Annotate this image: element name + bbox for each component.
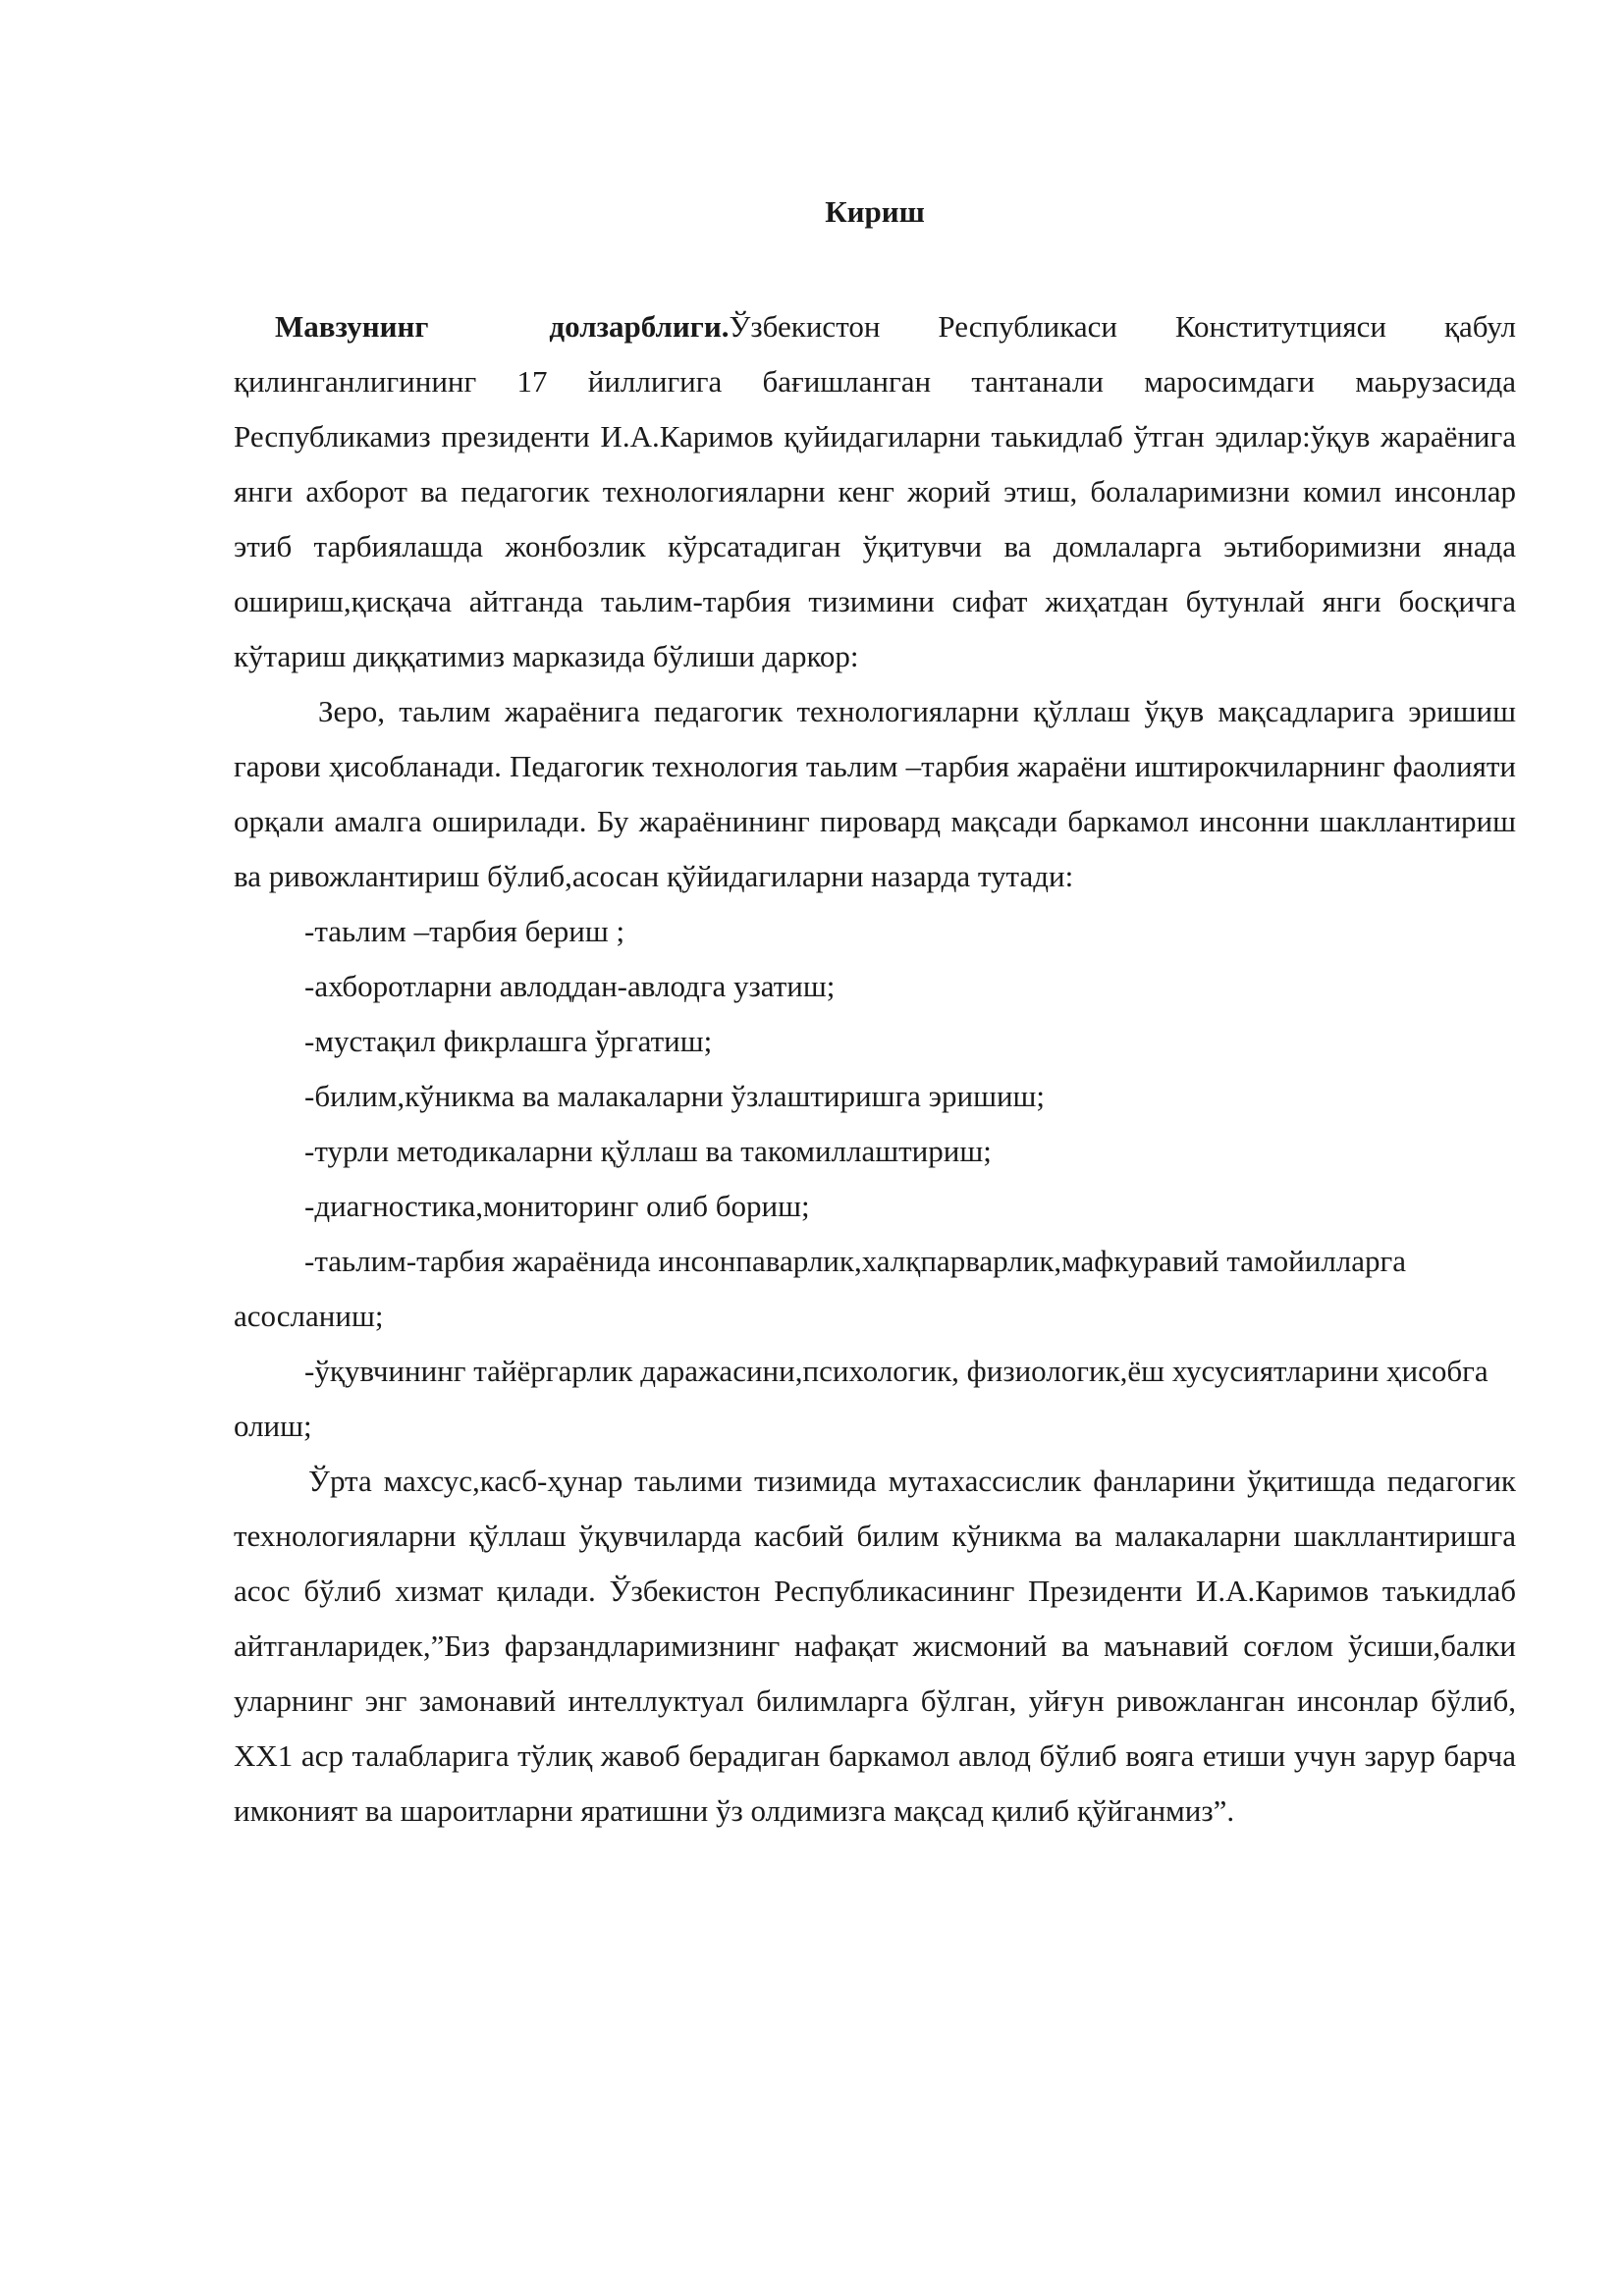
document-body [234,299,1516,1839]
document-title: Кириш [825,194,925,229]
list-item: -ахборотларни авлоддан-авлодга узатиш; [304,969,836,1003]
list-item: -билим,кўникма ва малакаларни ўзлаштиришга эришиш; [304,1079,1046,1113]
intro-text: Ўзбекистон Республикаси Конститутцияси қабул қилинганлигининг 17 йиллигига бағишланган тантанали маросимдаги маьрузасида Республикамиз президенти И.А.Каримов қуйидагиларни таькидлаб ўтган эдилар:ўқув жараёнига янги ахборот ва педагогик технологияларни кенг жорий этиш, болаларимизни комил инсонлар этиб тарбиялашда жонбозлик кўрсатадиган ўқитувчи ва домлаларга эьтиборимизни янада ошириш,қисқача айтганда таьлим-тарбия тизимини сифат жиҳатдан бутунлай янги босқичга кўтариш диққатимиз марказида бўлиши даркор: [234,309,1516,673]
list-item: -таьлим –тарбия бериш ; [304,914,625,948]
list-item: -турли методикаларни қўллаш ва такомиллаштириш; [304,1134,992,1168]
list-item: -мустақил фикрлашга ўргатиш; [304,1024,713,1058]
paragraph-2: Зеро, таьлим жараёнига педагогик технологияларни қўллаш ўқув мақсадларига эришиш гарови ҳисобланади. Педагогик технология таьлим –тарбия жараёни иштирокчиларнинг фаолияти орқали амалга оширилади. Бу жараёнининг пировард мақсади баркамол инсонни шакллантириш ва ривожлантириш бўлиб,асосан қўйидагиларни назарда тутади: [234,694,1516,893]
paragraph-3: Ўрта махсус,касб-ҳунар таьлими тизимида мутахассислик фанларини ўқитишда педагогик технологияларни қўллаш ўқувчиларда касбий билим кўникма ва малакаларни шакллантиришга асос бўлиб хизмат қилади. Ўзбекистон Республикасининг Президенти И.А.Каримов таъкидлаб айтганларидек,”Биз фарзандларимизнинг нафақат жисмоний ва маънавий соғлом ўсиши,балки уларнинг энг замонавий интеллуктуал билимларга бўлган, уйғун ривожланган инсонлар бўлиб, XX1 аср талабларига тўлиқ жавоб берадиган баркамол авлод бўлиб вояга етиши учун зарур барча имконият ва шароитларни яратишни ўз олдимизга мақсад қилиб қўйганмиз”. [234,1464,1516,1828]
list-item: -таьлим-тарбия жараёнида инсонпаварлик,халқпарварлик,мафкуравий тамойилларга асосланиш; [234,1244,1406,1333]
intro-lead: Мавзунинг долзарблиги. [275,309,730,344]
list-item: -диагностика,мониторинг олиб бориш; [304,1189,810,1223]
intro-paragraph [234,299,1516,684]
list-item: -ўқувчининг тайёргарлик даражасини,психологик, физиологик,ёш хусусиятларини ҳисобга олиш; [234,1354,1489,1443]
